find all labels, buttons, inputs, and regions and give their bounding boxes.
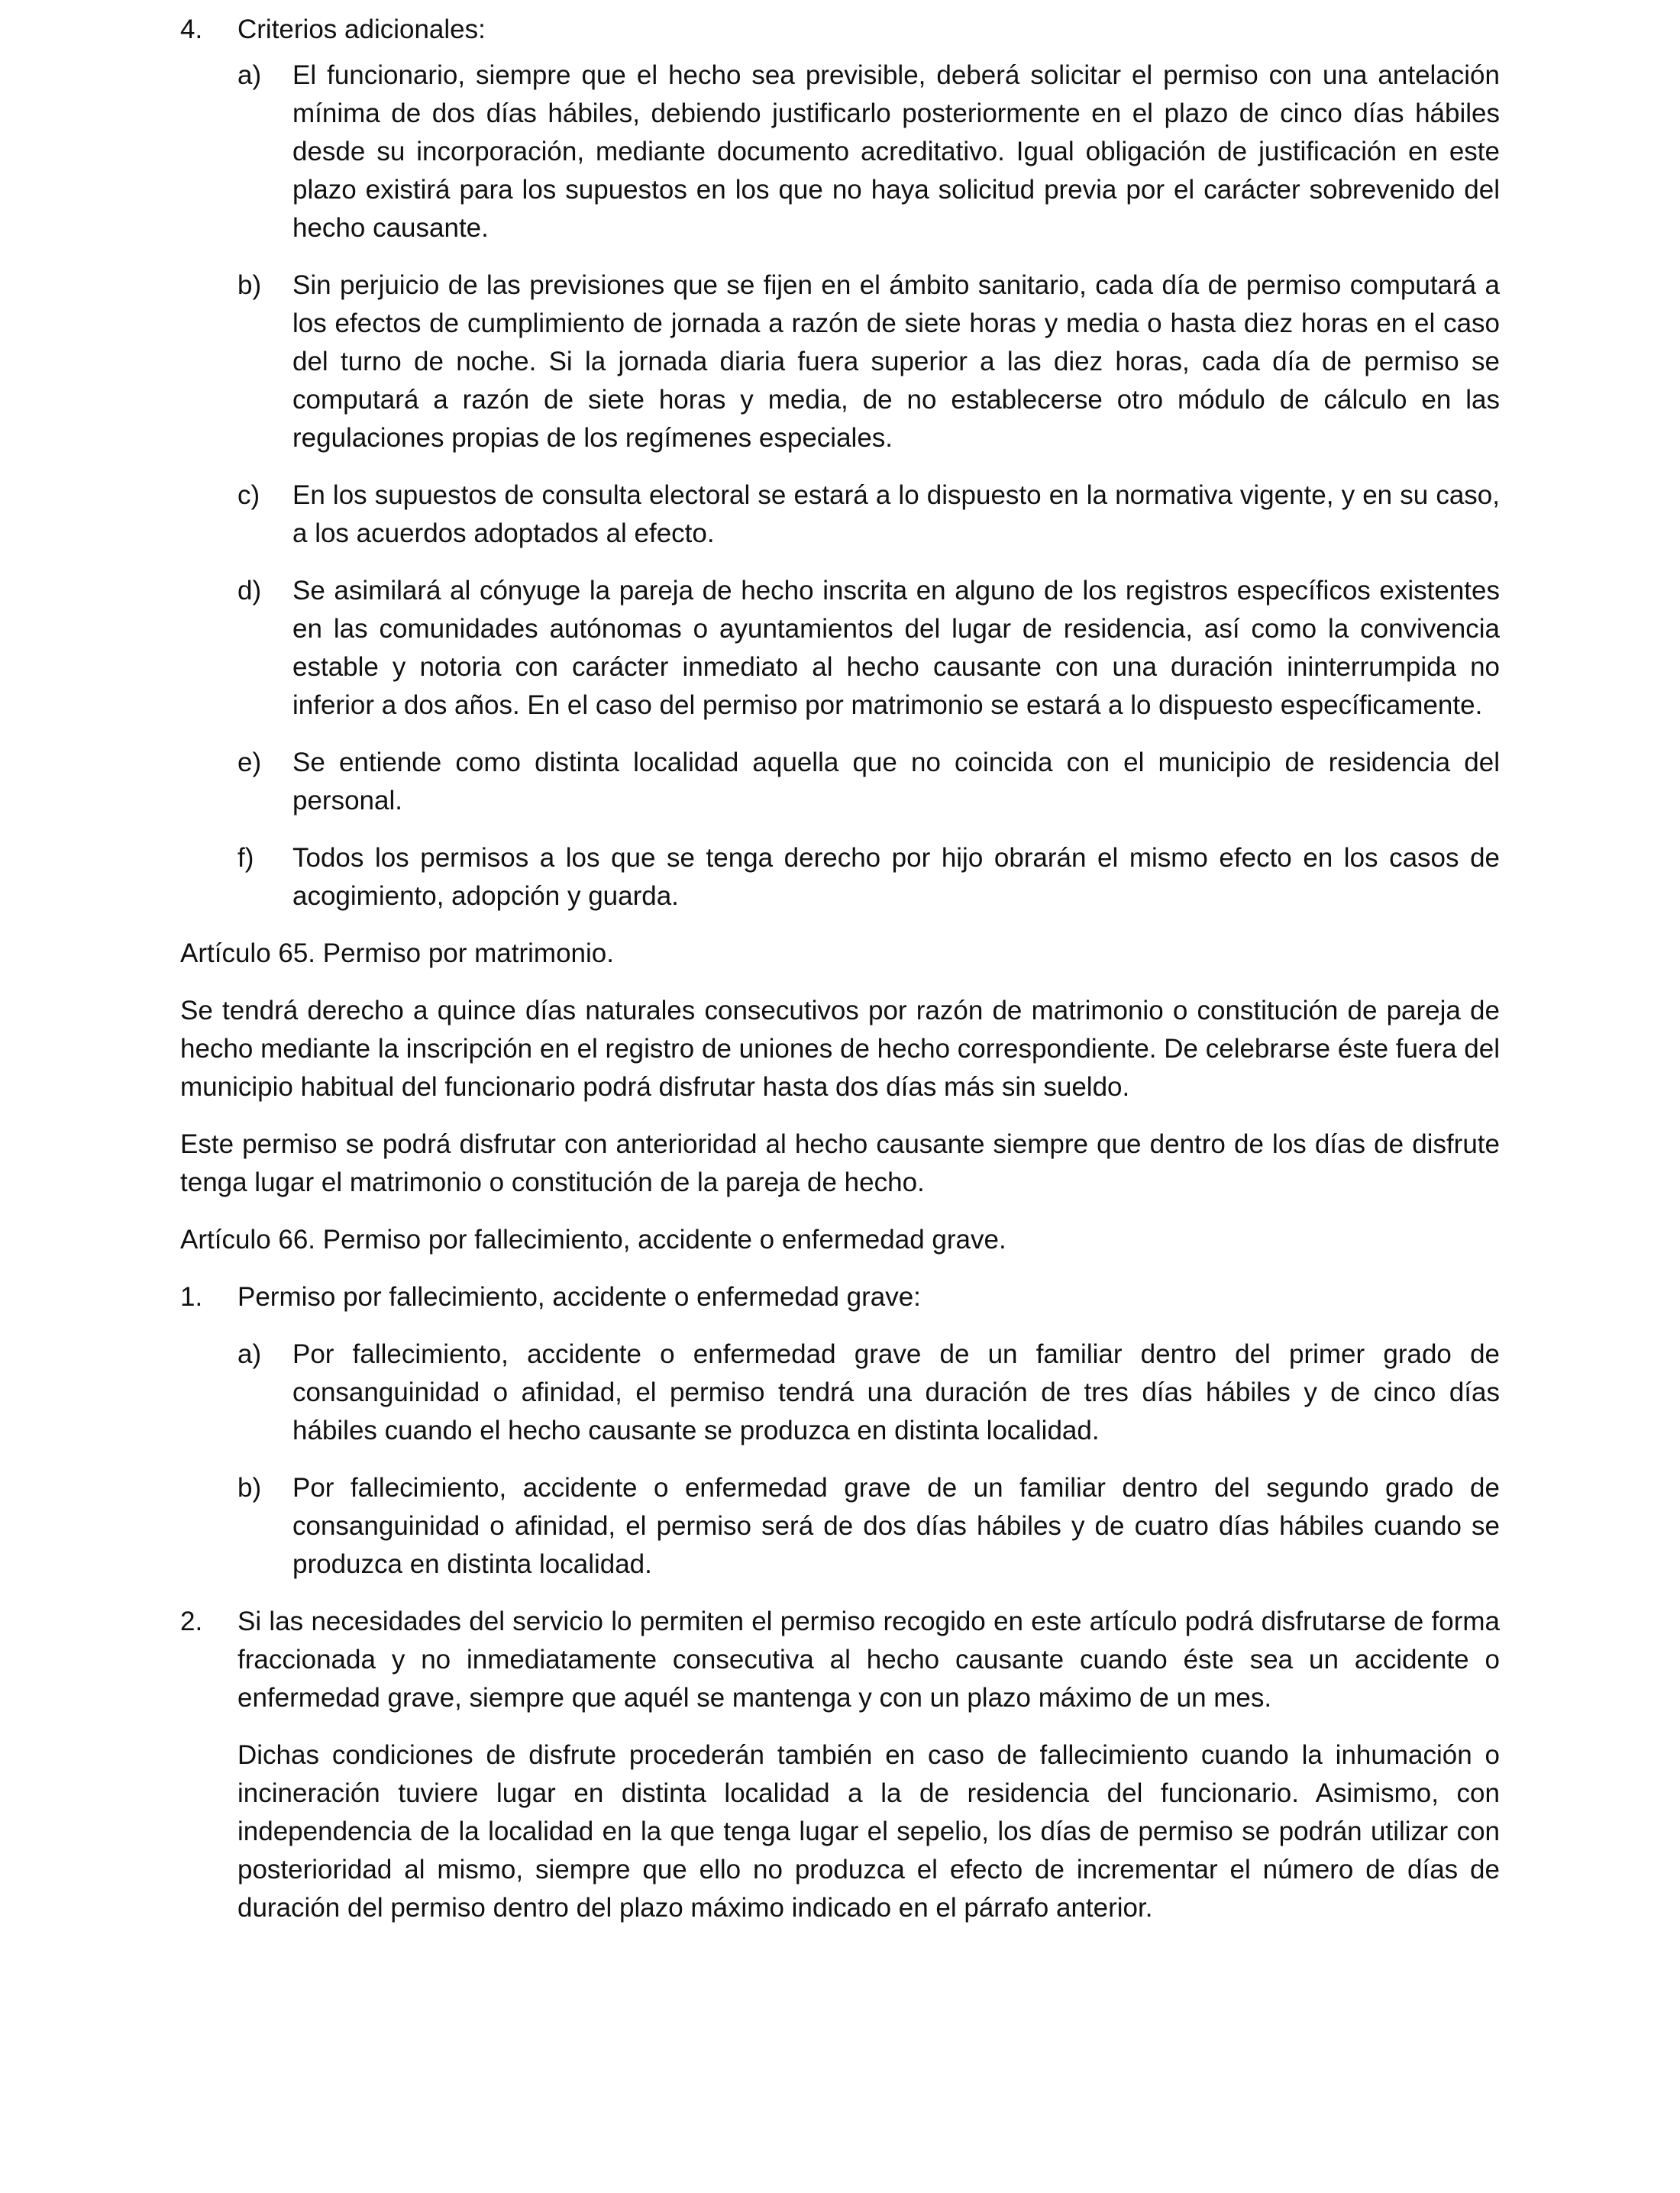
item-text: Por fallecimiento, accidente o enfermedad grave de un familiar dentro del segundo grado de consanguinidad o afinidad, el permiso será de dos días hábiles y de cuatro días hábiles cuando se produzca en distinta localidad.: [292, 1473, 1500, 1579]
item-letter: b): [237, 1473, 262, 1503]
list-item-4b: [237, 266, 1500, 457]
list-item-4c: [237, 476, 1500, 553]
item-letter: f): [237, 843, 254, 873]
item-letter: e): [237, 748, 262, 777]
list-item-66-1a: [237, 1336, 1500, 1450]
item-text: El funcionario, siempre que el hecho sea previsible, deberá solicitar el permiso con una antelación mínima de dos días hábiles, debiendo justificarlo posteriormente en el plazo de cinco días hábiles desde su incorporación, mediante documento acreditativo. Igual obligación de justificación en este plazo existirá para los supuestos en los que no haya solicitud previa por el carácter sobrevenido del hecho causante.: [292, 60, 1500, 243]
article-65-heading: Artículo 65. Permiso por matrimonio.: [180, 938, 614, 968]
article-66-heading: Artículo 66. Permiso por fallecimiento, accidente o enfermedad grave.: [180, 1225, 1006, 1255]
item-text: Por fallecimiento, accidente o enfermedad grave de un familiar dentro del primer grado de consanguinidad o afinidad, el permiso tendrá una duración de tres días hábiles y de cinco días hábiles cuando el hecho causante se produzca en distinta localidad.: [292, 1339, 1500, 1445]
document-page: [180, 11, 1500, 1927]
section-4-heading: [180, 11, 1500, 49]
list-item-4d: [237, 572, 1500, 725]
item-letter: d): [237, 576, 262, 606]
section-title: Criterios adicionales:: [237, 15, 486, 44]
item-letter: b): [237, 270, 262, 300]
article-65-paragraph-2: Este permiso se podrá disfrutar con anterioridad al hecho causante siempre que dentro de los días de disfrute tenga lugar el matrimonio o constitución de la pareja de hecho.: [180, 1129, 1500, 1197]
point-number: 2.: [180, 1607, 203, 1636]
item-text: Todos los permisos a los que se tenga derecho por hijo obrarán el mismo efecto en los casos de acogimiento, adopción y guarda.: [292, 843, 1500, 911]
point-title: Permiso por fallecimiento, accidente o enfermedad grave:: [237, 1282, 921, 1312]
point-text: Si las necesidades del servicio lo permiten el permiso recogido en este artículo podrá disfrutarse de forma fraccionada y no inmediatamente consecutiva al hecho causante cuando éste sea un accidente o enfermedad grave, siempre que aquél se mantenga y con un plazo máximo de un mes.: [237, 1607, 1500, 1713]
article-65-paragraph-1: Se tendrá derecho a quince días naturales consecutivos por razón de matrimonio o constitución de pareja de hecho mediante la inscripción en el registro de uniones de hecho correspondiente. De celebrarse éste fuera del municipio habitual del funcionario podrá disfrutar hasta dos días más sin sueldo.: [180, 996, 1500, 1102]
item-letter: a): [237, 1339, 262, 1369]
list-item-4f: [237, 839, 1500, 916]
point-number: 1.: [180, 1282, 203, 1312]
item-text: Se entiende como distinta localidad aquella que no coincida con el municipio de residencia del personal.: [292, 748, 1500, 816]
item-letter: a): [237, 60, 262, 90]
list-item-66-1b: [237, 1469, 1500, 1584]
article-66-point-2: [180, 1603, 1500, 1717]
list-item-4e: [237, 744, 1500, 820]
item-letter: c): [237, 480, 260, 510]
item-text: Sin perjuicio de las previsiones que se fijen en el ámbito sanitario, cada día de permiso computará a los efectos de cumplimiento de jornada a razón de siete horas y media o hasta diez horas en el caso del turno de noche. Si la jornada diaria fuera superior a las diez horas, cada día de permiso se computará a razón de siete horas y media, de no establecerse otro módulo de cálculo en las regulaciones propias de los regímenes especiales.: [292, 270, 1500, 453]
article-66-point-2-continuation: Dichas condiciones de disfrute procederán también en caso de fallecimiento cuando la inhumación o incineración tuviere lugar en distinta localidad a la de residencia del funcionario. Asimismo, con independencia de la localidad en la que tenga lugar el sepelio, los días de permiso se podrán utilizar con posterioridad al mismo, siempre que ello no produzca el efecto de incrementar el número de días de duración del permiso dentro del plazo máximo indicado en el párrafo anterior.: [237, 1740, 1500, 1923]
item-text: Se asimilará al cónyuge la pareja de hecho inscrita en alguno de los registros específicos existentes en las comunidades autónomas o ayuntamientos del lugar de residencia, así como la convivencia estable y notoria con carácter inmediato al hecho causante con una duración ininterrumpida no inferior a dos años. En el caso del permiso por matrimonio se estará a lo dispuesto específicamente.: [292, 576, 1500, 720]
section-number: 4.: [180, 15, 203, 44]
article-66-point-1: [180, 1278, 1500, 1316]
list-item-4a: [237, 57, 1500, 247]
item-text: En los supuestos de consulta electoral se estará a lo dispuesto en la normativa vigente, y en su caso, a los acuerdos adoptados al efecto.: [292, 480, 1500, 548]
